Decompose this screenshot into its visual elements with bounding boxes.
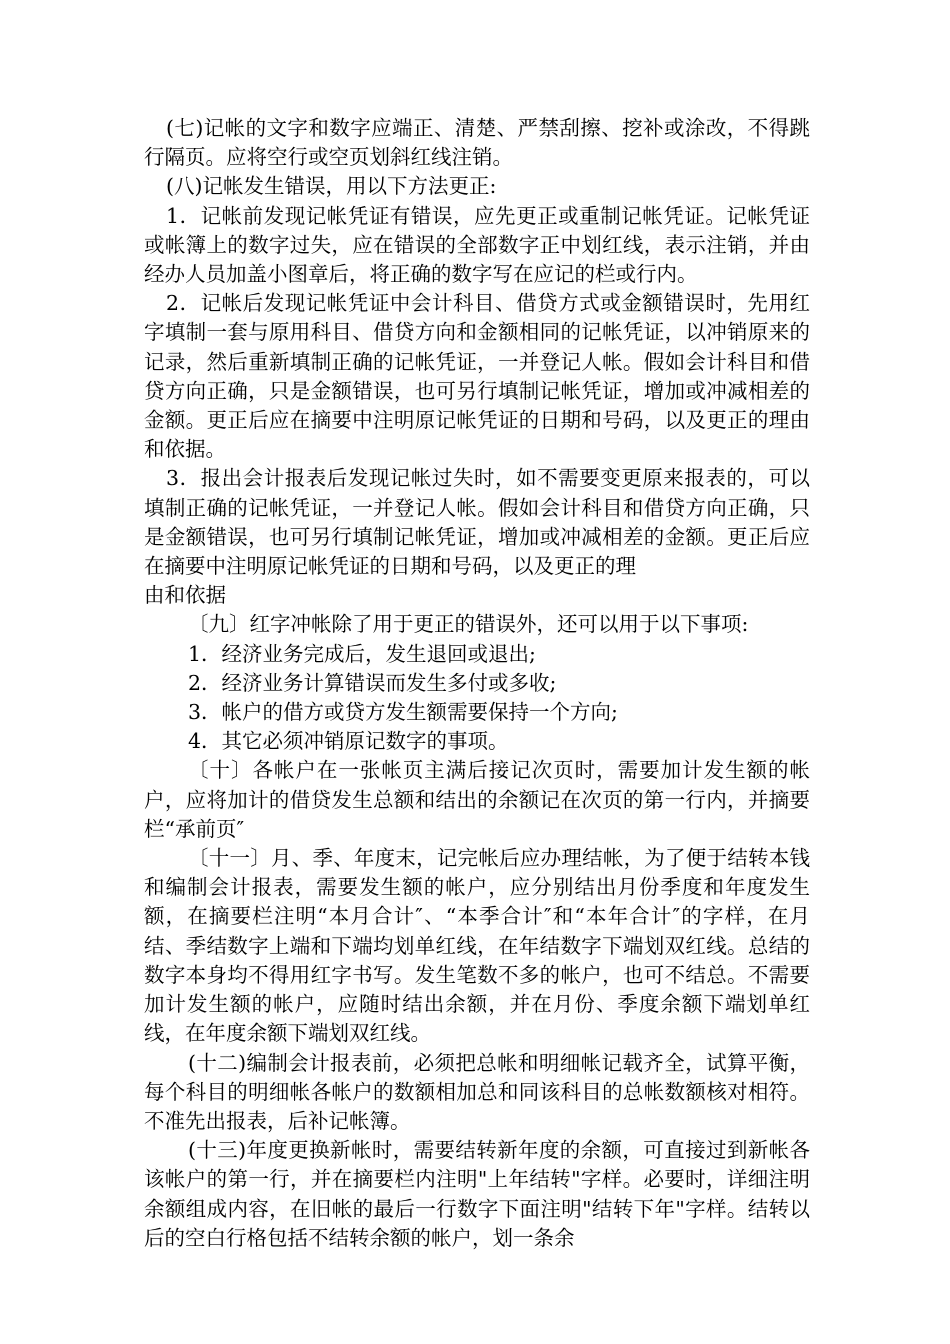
paragraph-9-item-2: 2．经济业务计算错误而发生多付或多收;: [188, 670, 557, 695]
paragraph-9-item-1: 1．经济业务完成后，发生退回或退出;: [188, 641, 536, 666]
paragraph-12: (十二)编制会计报表前，必须把总帐和明细帐记载齐全，试算平衡，每个科目的明细帐各帐户的数额相加总和同该科目的总帐数额核对相符。不准先出报表，后补记帐簿。: [144, 1050, 810, 1133]
paragraph-8-item-1: 1．记帐前发现记帐凭证有错误，应先更正或重制记帐凭证。记帐凭证或帐簿上的数字过失，应在错误的全部数字正中划红线，表示注销，并由经办人员加盖小图章后，将正确的数字写在应记的栏或行内。: [144, 203, 810, 287]
paragraph-11: 〔十一〕月、季、年度末，记完帐后应办理结帐，为了便于结转本钱和编制会计报表，需要发生额的帐户，应分别结出月份季度和年度发生额，在摘要栏注明“本月合计″、“本季合计″和“本年合计″的字样，在月结、季结数字上端和下端均划单红线，在年结数字下端划双红线。总结的数字本身均不得用红字书写。发生笔数不多的帐户，也可不结总。不需要加计发生额的帐户，应随时结出余额，并在月份、季度余额下端划单红线，在年度余额下端划双红线。: [144, 846, 810, 1046]
paragraph-9-item-4: 4．其它必须冲销原记数字的事项。: [188, 729, 509, 754]
paragraph-9: 〔九〕红字冲帐除了用于更正的错误外，还可以用于以下事项:: [188, 612, 749, 637]
paragraph-8-item-3: 3．报出会计报表后发现记帐过失时，如不需要变更原来报表的，可以填制正确的记帐凭证，一并登记人帐。假如会计科目和借贷方向正确，只是金额错误，也可另行填制记帐凭证，增加或冲减相差的金额。更正后应在摘要中注明原记帐凭证的日期和号码，以及更正的理: [144, 466, 810, 579]
paragraph-7: (七)记帐的文字和数字应端正、清楚、严禁刮擦、挖补或涂改，不得跳行隔页。应将空行或空页划斜红线注销。: [144, 116, 810, 170]
paragraph-9-item-3: 3．帐户的借方或贷方发生额需要保持一个方向;: [188, 700, 618, 725]
paragraph-8: (八)记帐发生错误，用以下方法更正:: [166, 174, 497, 199]
paragraph-8-item-2: 2．记帐后发现记帐凭证中会计科目、借贷方式或金额错误时，先用红字填制一套与原用科目、借贷方向和金额相同的记帐凭证，以冲销原来的记录，然后重新填制正确的记帐凭证，一并登记人帐。假如会计科目和借贷方向正确，只是金额错误，也可另行填制记帐凭证，增加或冲减相差的金额。更正后应在摘要中注明原记帐凭证的日期和号码，以及更正的理由和依据。: [144, 291, 810, 462]
paragraph-13: (十三)年度更换新帐时，需要结转新年度的余额，可直接过到新帐各该帐户的第一行，并在摘要栏内注明"上年结转"字样。必要时，详细注明余额组成内容，在旧帐的最后一行数字下面注明"结转下年"字样。结转以后的空白行格包括不结转余额的帐户，划一条余: [144, 1138, 810, 1250]
document-body: [144, 114, 810, 1253]
paragraph-10: 〔十〕各帐户在一张帐页主满后接记次页时，需要加计发生额的帐户，应将加计的借贷发生总额和结出的余额记在次页的第一行内，并摘要栏“承前页″: [144, 758, 810, 841]
paragraph-8-item-3-continued: 由和依据: [144, 583, 226, 608]
